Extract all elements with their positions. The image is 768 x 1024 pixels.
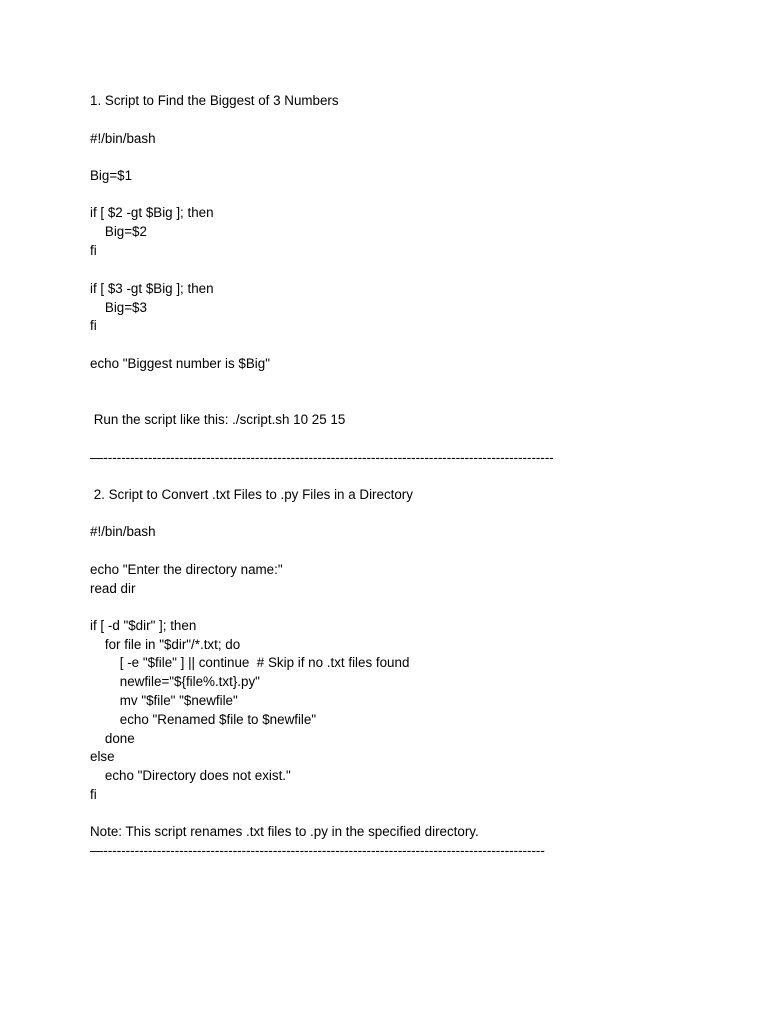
code-line: if [ $3 -gt $Big ]; then: [90, 281, 214, 296]
code-line: #!/bin/bash: [90, 524, 156, 539]
note-text: Note: This script renames .txt files to .py in the specified directory.: [90, 824, 479, 839]
code-line: [ -e "$file" ] || continue # Skip if no .txt files found: [90, 655, 410, 670]
code-line: echo "Biggest number is $Big": [90, 356, 270, 371]
separator-line: —---------------------------------------------------------------------------------------------------: [90, 843, 545, 858]
code-line: #!/bin/bash: [90, 131, 156, 146]
code-line: for file in "$dir"/*.txt; do: [90, 637, 241, 652]
code-line: Big=$2: [90, 224, 147, 239]
code-line: else: [90, 749, 115, 764]
code-line: if [ $2 -gt $Big ]; then: [90, 205, 214, 220]
code-line: done: [90, 731, 135, 746]
code-line: Big=$3: [90, 300, 147, 315]
code-line: echo "Renamed $file to $newfile": [90, 712, 317, 727]
code-line: if [ -d "$dir" ]; then: [90, 618, 197, 633]
code-line: echo "Enter the directory name:": [90, 562, 283, 577]
run-instruction: Run the script like this: ./script.sh 10 25 15: [90, 412, 346, 427]
section-1-title: 1. Script to Find the Biggest of 3 Numbers: [90, 93, 339, 108]
code-line: fi: [90, 243, 97, 258]
separator-line: —-----------------------------------------------------------------------------------------------------: [90, 450, 554, 465]
section-2-title: 2. Script to Convert .txt Files to .py Files in a Directory: [90, 487, 413, 502]
code-line: read dir: [90, 581, 136, 596]
code-line: mv "$file" "$newfile": [90, 693, 238, 708]
code-line: fi: [90, 787, 97, 802]
code-line: fi: [90, 318, 97, 333]
code-line: echo "Directory does not exist.": [90, 768, 291, 783]
code-line: newfile="${file%.txt}.py": [90, 674, 260, 689]
code-line: Big=$1: [90, 168, 133, 183]
